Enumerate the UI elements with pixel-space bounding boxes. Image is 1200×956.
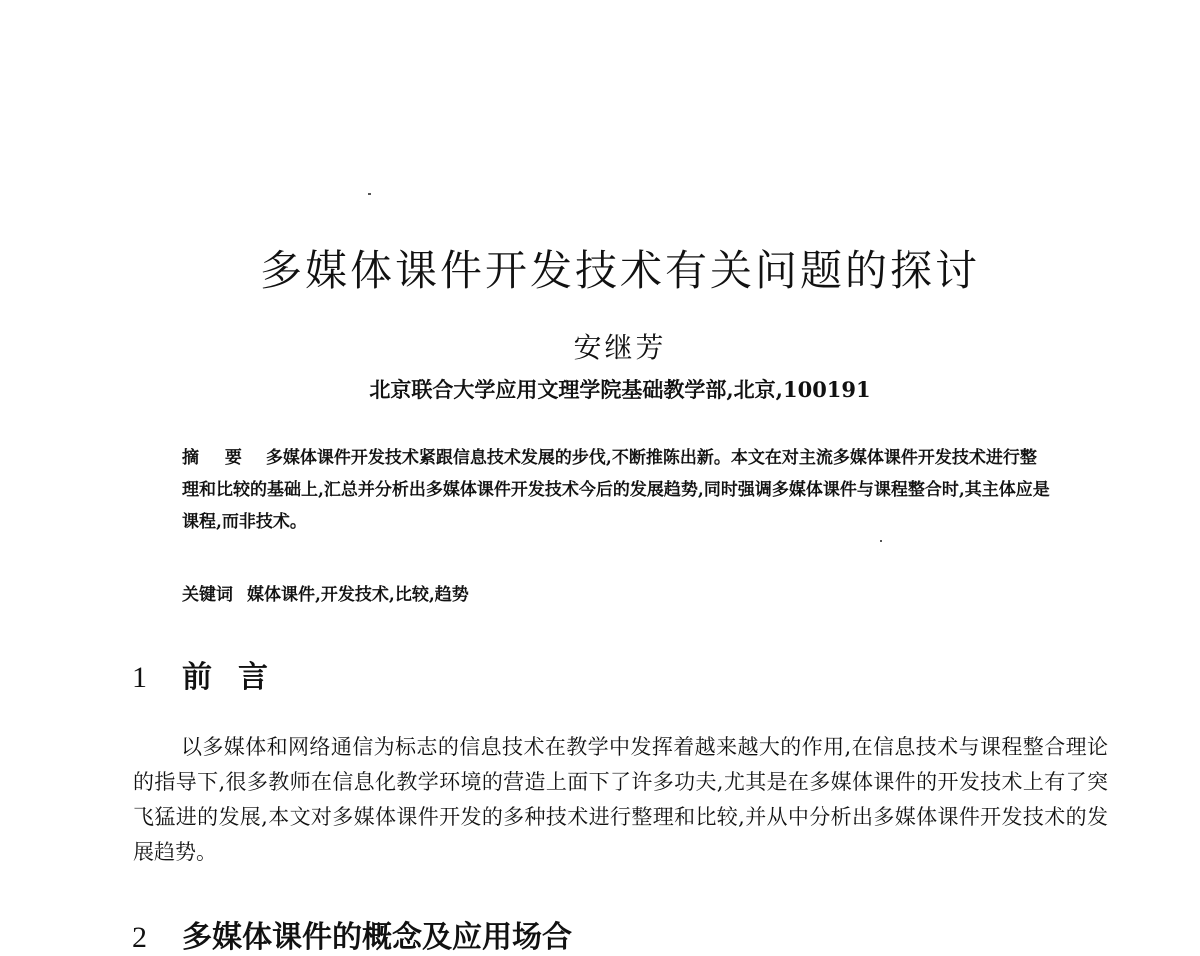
keywords-label: 关键词 (182, 585, 233, 605)
keywords (182, 580, 469, 605)
section-number: 1 (132, 661, 147, 694)
abstract-text: 多媒体课件开发技术紧跟信息技术发展的步伐,不断推陈出新。本文在对主流多媒体课件开发技术进行整理和比较的基础上,汇总并分析出多媒体课件开发技术今后的发展趋势,同时强调多媒体课件与课程整合时,其主体应是课程,而非技术。 (182, 448, 1050, 532)
scan-speck (368, 193, 371, 195)
section-heading-1 (132, 652, 294, 696)
author-name: 安继芳 (573, 331, 667, 364)
section-1-paragraph: 以多媒体和网络通信为标志的信息技术在教学中发挥着越来越大的作用,在信息技术与课程整合理论的指导下,很多教师在信息化教学环境的营造上面下了许多功夫,尤其是在多媒体课件的开发技术上有了突飞猛进的发展,本文对多媒体课件开发的多种技术进行整理和比较,并从中分析出多媒体课件开发技术的发展趋势。 (133, 735, 1108, 864)
scan-speck (880, 540, 882, 542)
author-affiliation: 北京联合大学应用文理学院基础教学部,北京,100191 (369, 377, 871, 402)
section-title: 多媒体课件的概念及应用场合 (182, 920, 572, 955)
keywords-text: 媒体课件,开发技术,比较,趋势 (247, 585, 469, 605)
paper-title: 多媒体课件开发技术有关问题的探讨 (259, 246, 980, 295)
abstract-label: 摘 要 (182, 448, 252, 468)
section-heading-2 (132, 912, 572, 956)
section-title: 前言 (182, 660, 294, 695)
abstract (182, 442, 1052, 538)
section-number: 2 (132, 921, 147, 954)
